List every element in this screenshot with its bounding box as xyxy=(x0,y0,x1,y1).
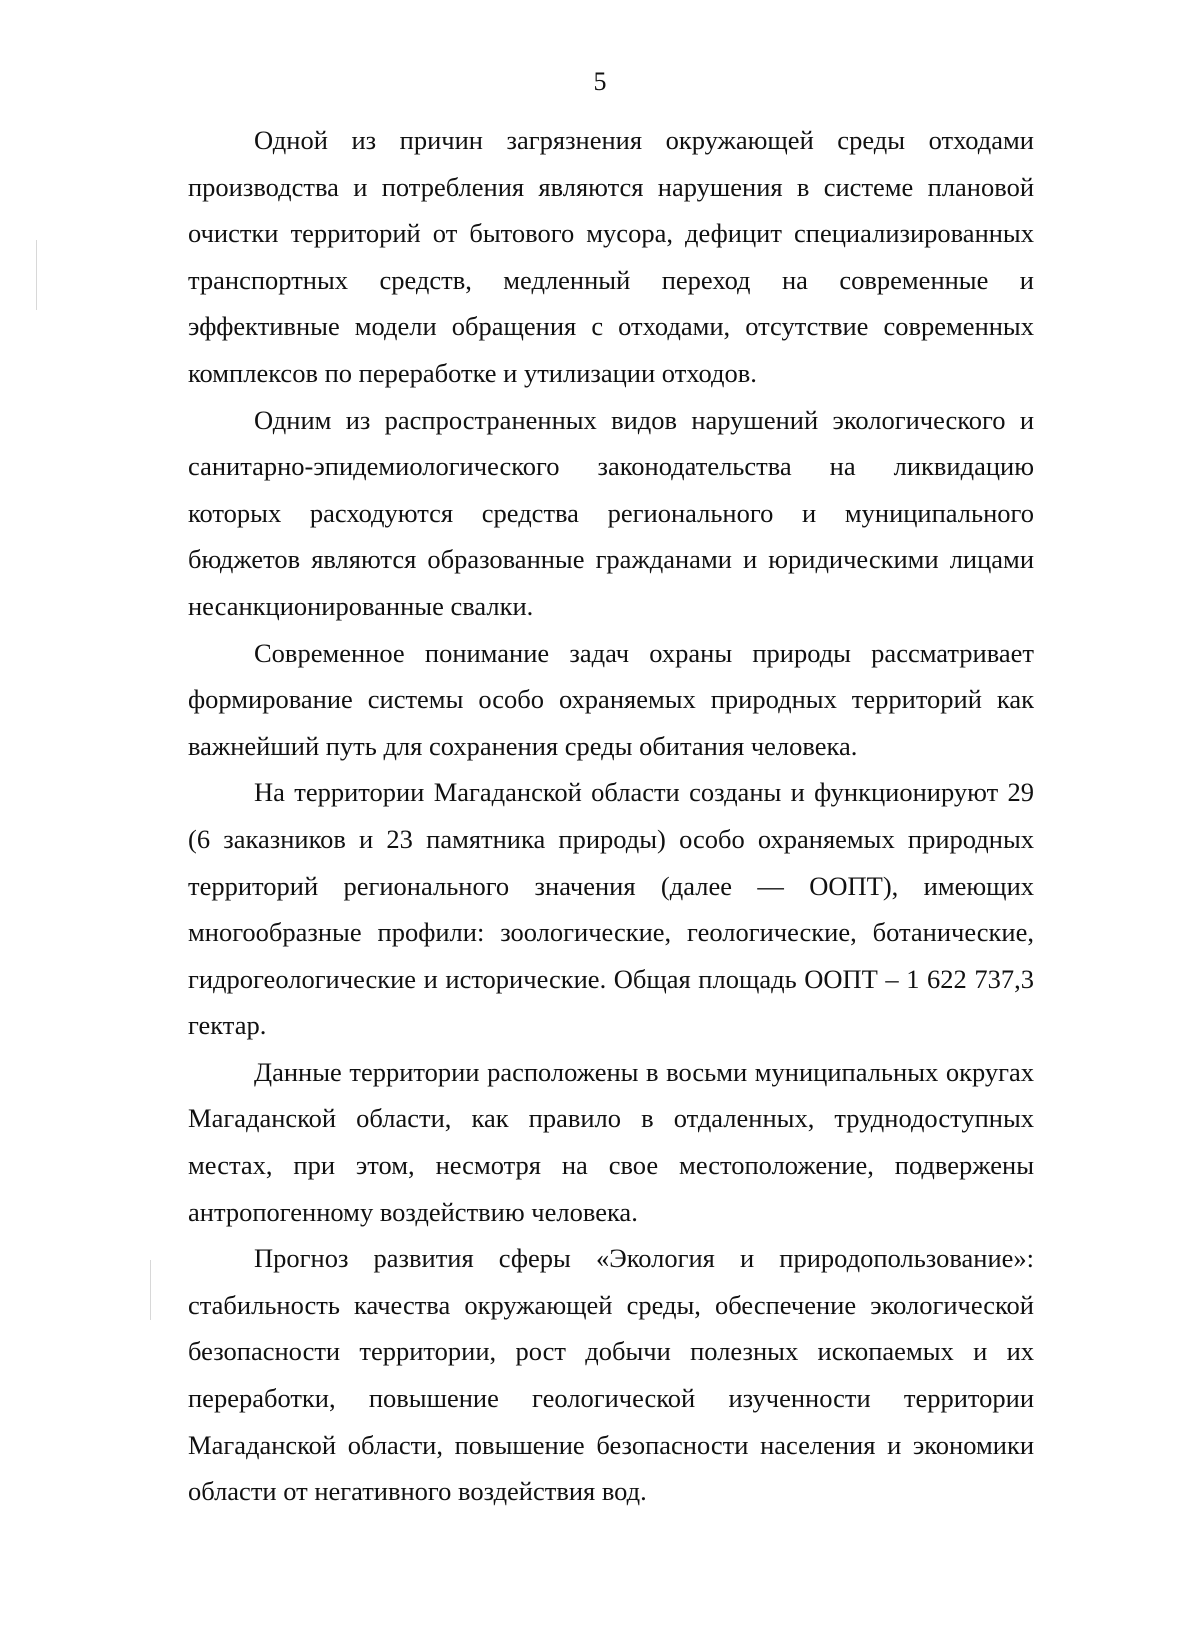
document-body xyxy=(188,117,1034,1515)
paragraph-waste-pollution: Одной из причин загрязнения окружающей среды отходами производства и потребления являются нарушения в системе плановой очистки территорий от бытового мусора, дефицит специализированных транспортных средств, медленный переход на современные и эффективные модели обращения с отходами, отсутствие современных комплексов по переработке и утилизации отходов. xyxy=(188,125,1034,388)
scan-margin-mark xyxy=(36,240,37,310)
paragraph-protected-areas: На территории Магаданской области созданы и функционируют 29 (6 заказников и 23 памятника природы) особо охраняемых природных территорий регионального значения (далее — ООПТ), имеющих многообразные профили: зоологические, геологические, ботанические, гидрогеологические и исторические. Общая площадь ООПТ – 1 622 737,3 гектар. xyxy=(188,777,1034,1041)
paragraph-territory-location: Данные территории расположены в восьми муниципальных округах Магаданской области, как правило в отдаленных, труднодоступных местах, при этом, несмотря на свое местоположение, подвержены антропогенному воздействию человека. xyxy=(188,1056,1034,1227)
paragraph-ecology-forecast: Прогноз развития сферы «Экология и природопользование»: стабильность качества окружающей среды, обеспечение экологической безопасности территории, рост добычи полезных ископаемых и их переработки, повышение геологической изученности территории Магаданской области, повышение безопасности населения и экономики области от негативного воздействия вод. xyxy=(188,1243,1034,1507)
paragraph-illegal-dumps: Одним из распространенных видов нарушений экологического и санитарно-эпидемиологического законодательства на ликвидацию которых расходуются средства регионального и муниципального бюджетов являются образованные гражданами и юридическими лицами несанкционированные свалки. xyxy=(188,404,1034,621)
page-number: 5 xyxy=(593,67,607,96)
paragraph-nature-protection: Современное понимание задач охраны природы рассматривает формирование системы особо охраняемых природных территорий как важнейший путь для сохранения среды обитания человека. xyxy=(188,637,1034,761)
scan-margin-mark xyxy=(150,1260,151,1320)
